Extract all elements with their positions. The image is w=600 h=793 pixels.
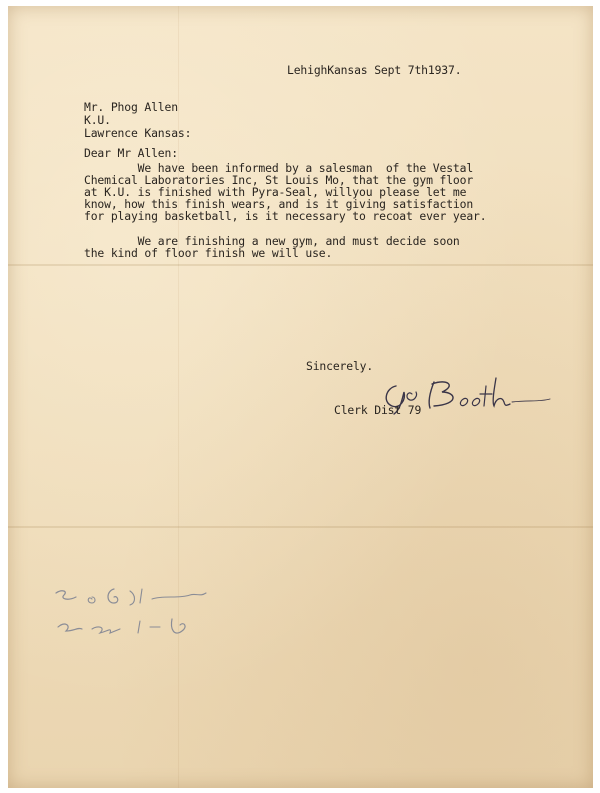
letter-date: LehighKansas Sept 7th1937.: [287, 63, 462, 77]
recipient-name: Mr. Phog Allen: [84, 100, 178, 114]
closing: Sincerely.: [306, 359, 374, 373]
pencil-shorthand-notes: [48, 581, 288, 661]
body-line: at K.U. is finished with Pyra-Seal, willyou please let me: [84, 185, 467, 199]
signer-title: Clerk Dist 79: [334, 403, 422, 417]
body-line: the kind of floor finish we will use.: [84, 246, 333, 260]
paper-fold: [8, 264, 593, 266]
paper-crease: [178, 6, 179, 788]
recipient-org: K.U.: [84, 113, 111, 127]
body-line: know, how this finish wears, and is it giving satisfaction: [84, 197, 474, 211]
body-line: We have been informed by a salesman of the Vestal: [84, 161, 474, 175]
letter-page: [8, 6, 593, 788]
recipient-city: Lawrence Kansas:: [84, 126, 192, 140]
salutation: Dear Mr Allen:: [84, 146, 178, 160]
body-line: Chemical Laboratories Inc, St Louis Mo, that the gym floor: [84, 173, 474, 187]
paper-fold: [8, 526, 593, 528]
body-line: We are finishing a new gym, and must decide soon: [84, 234, 460, 248]
body-line: for playing basketball, is it necessary to recoat ever year.: [84, 209, 487, 223]
